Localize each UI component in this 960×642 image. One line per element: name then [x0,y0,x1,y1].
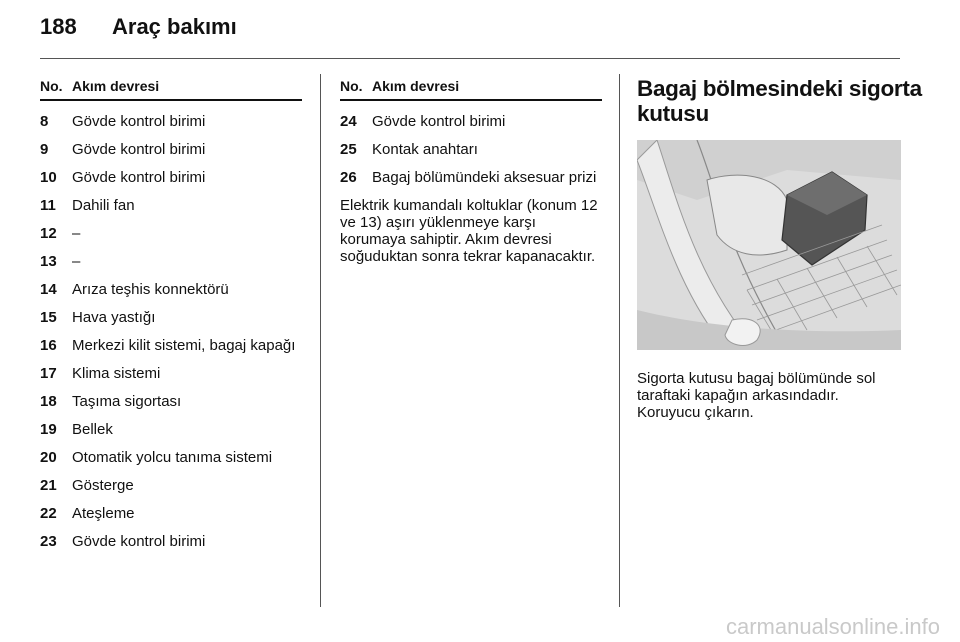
table-row [40,337,302,354]
table-header [40,78,302,101]
table-row [40,197,302,214]
table-row [340,141,602,158]
fuse-number: 18 [40,393,57,410]
section-body: Sigorta kutusu bagaj bölümünde sol taraftaki kapağın arkasındadır. Koruyucu çıkarın. [637,370,876,421]
table-row [340,169,602,186]
fuse-number: 25 [340,141,357,158]
fuse-number: 26 [340,169,357,186]
table-row [40,477,302,494]
fuse-number: 19 [40,421,57,438]
fuse-number: 9 [40,141,49,158]
trunk-fuse-section [637,76,922,421]
table-row [40,365,302,382]
fuse-number: 8 [40,113,49,130]
col-circuit-header: Akım devresi [372,78,460,94]
table-row [40,141,302,158]
table-row [40,421,302,438]
col-circuit-header: Akım devresi [72,78,160,94]
circuit-name: – [72,253,81,270]
table-row [40,281,302,298]
fuse-number: 24 [340,113,357,130]
fuse-number: 11 [40,197,56,214]
col-no-header: No. [340,78,363,94]
circuit-name: Hava yastığı [72,309,156,326]
circuit-name: Klima sistemi [72,365,161,382]
fuse-table-left [40,78,302,561]
column-divider-1 [320,74,321,607]
circuit-name: Ateşleme [72,505,135,522]
table-row [40,169,302,186]
overload-note: Elektrik kumandalı koltuklar (konum 12 ve 13) aşırı yüklenmeye karşı korumaya sahiptir. Akım devresi soğuduktan sonra tekrar kapanacaktır. [340,197,598,265]
circuit-name: Gövde kontrol birimi [372,113,506,130]
fuse-number: 17 [40,365,57,382]
circuit-name: Bagaj bölümündeki aksesuar prizi [372,169,597,186]
fuse-number: 16 [40,337,57,354]
circuit-name: Bellek [72,421,113,438]
circuit-name: Merkezi kilit sistemi, bagaj kapağı [72,337,296,354]
table-row [40,113,302,130]
column-divider-2 [619,74,620,607]
watermark-text: carmanualsonline.info [725,614,940,639]
fuse-number: 22 [40,505,57,522]
table-row [40,225,302,242]
fuse-number: 10 [40,169,57,186]
page-number: 188 [40,14,77,39]
table-row [40,505,302,522]
circuit-name: Gövde kontrol birimi [72,533,206,550]
table-row [40,309,302,326]
chapter-title: Araç bakımı [112,14,237,39]
fuse-number: 23 [40,533,57,550]
fuse-table-right [340,78,602,265]
circuit-name: Kontak anahtarı [372,141,478,158]
section-title: Bagaj bölmesindeki sigorta kutusu [637,76,922,126]
fuse-number: 13 [40,253,57,270]
table-row [40,393,302,410]
col-no-header: No. [40,78,63,94]
table-row [40,533,302,550]
trunk-fuse-box-illustration [637,140,901,350]
circuit-name: Gövde kontrol birimi [72,113,206,130]
page-header [40,14,237,40]
circuit-name: Gövde kontrol birimi [72,169,206,186]
fuse-number: 12 [40,225,57,242]
circuit-name: Gövde kontrol birimi [72,141,206,158]
table-row [40,449,302,466]
circuit-name: Gösterge [72,477,134,494]
circuit-name: Dahili fan [72,197,135,214]
circuit-name: Otomatik yolcu tanıma sistemi [72,449,273,466]
circuit-name: Arıza teşhis konnektörü [72,281,229,298]
circuit-name: – [72,225,81,242]
table-header [340,78,602,101]
fuse-number: 14 [40,281,57,298]
fuse-number: 20 [40,449,57,466]
fuse-number: 15 [40,309,57,326]
circuit-name: Taşıma sigortası [72,393,182,410]
table-row [40,253,302,270]
header-rule [40,58,900,59]
fuse-number: 21 [40,477,57,494]
table-row [340,113,602,130]
